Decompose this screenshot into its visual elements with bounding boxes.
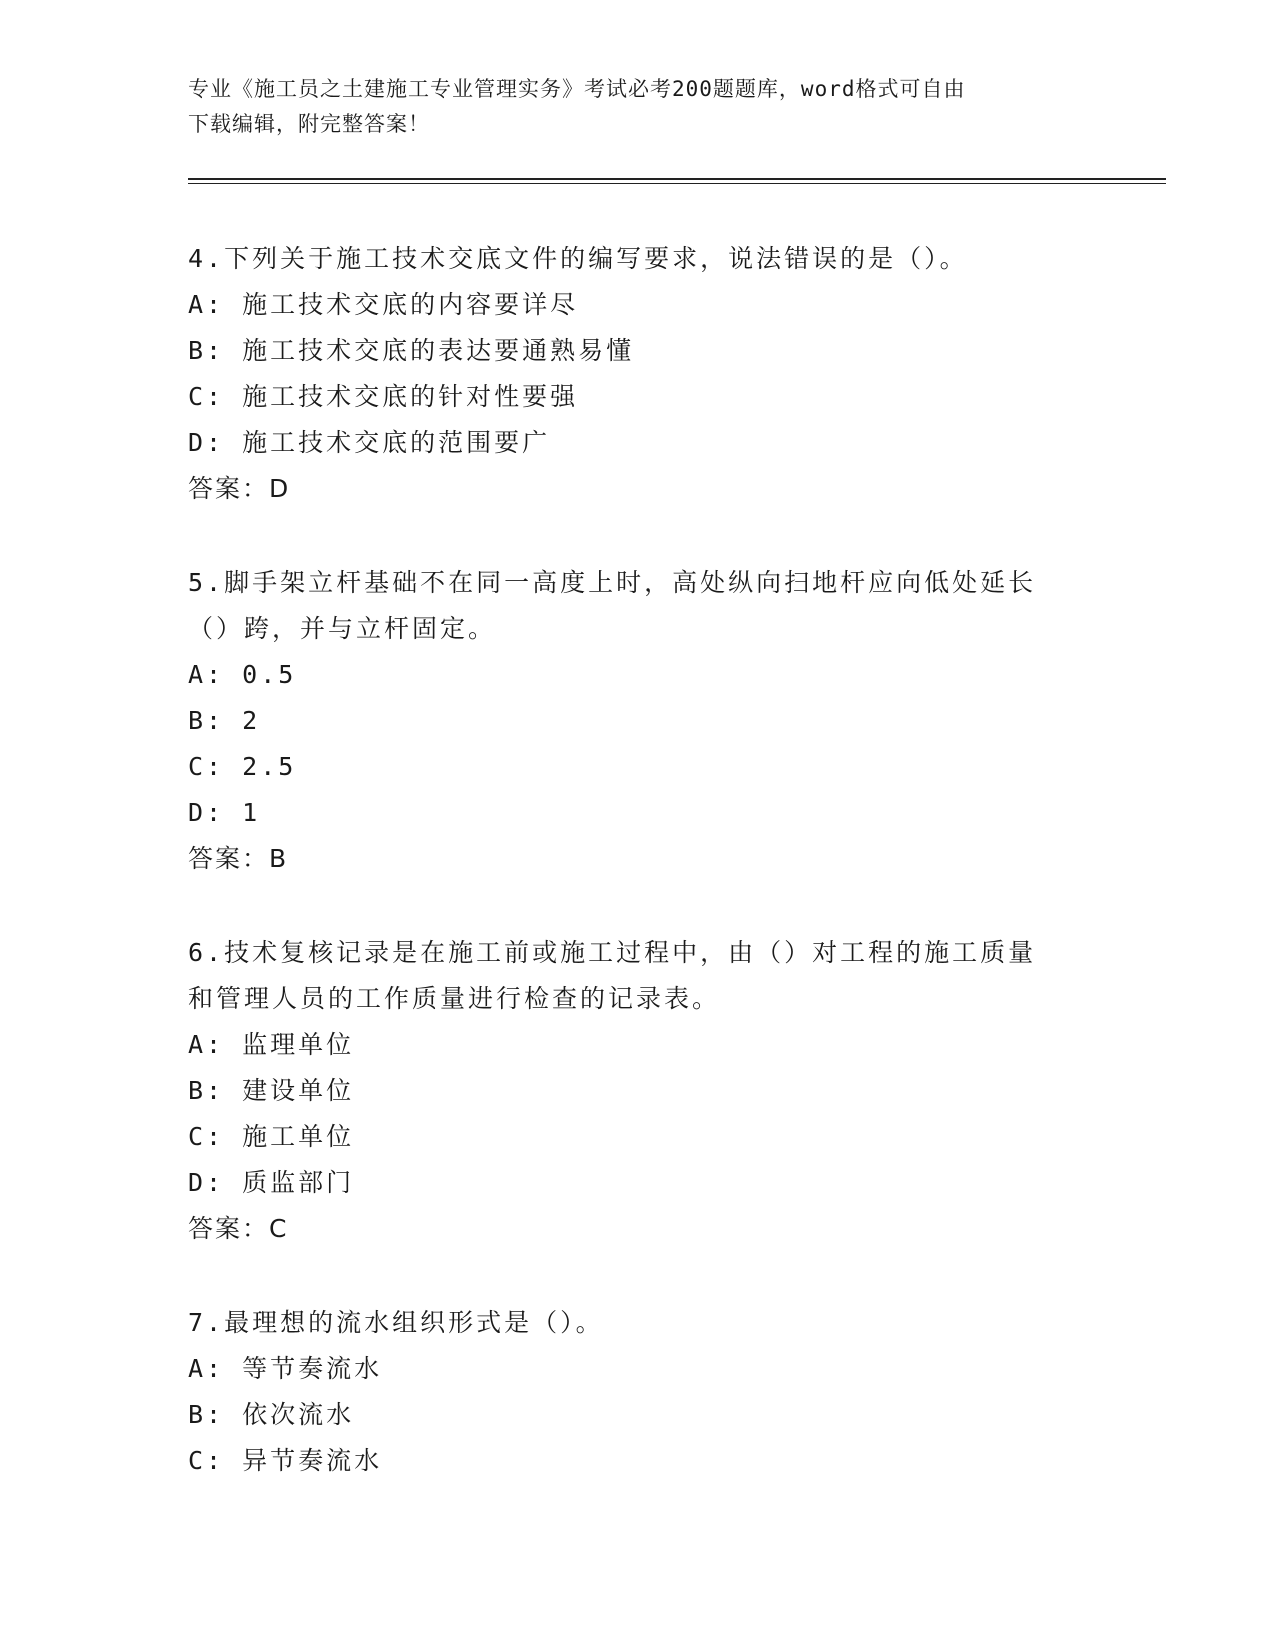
question-stem-line: 和管理人员的工作质量进行检查的记录表。 (188, 984, 721, 1013)
option-c: C: 异节奏流水 (188, 1446, 383, 1475)
answer: 答案：C (188, 1214, 289, 1243)
option-d: D: 1 (188, 798, 261, 827)
option-b: B: 施工技术交底的表达要通熟易懂 (188, 336, 635, 365)
option-c: C: 施工技术交底的针对性要强 (188, 382, 579, 411)
question-stem (188, 236, 1088, 282)
question-stem-line: （）跨，并与立杆固定。 (188, 614, 497, 643)
option-b: B: 建设单位 (188, 1076, 355, 1105)
question-stem (188, 560, 1088, 652)
option-b: B: 2 (188, 706, 261, 735)
option-a: A: 0.5 (188, 660, 297, 689)
question-stem-line: 4.下列关于施工技术交底文件的编写要求，说法错误的是（）。 (188, 244, 968, 273)
question-6 (188, 930, 1088, 1252)
option-c: C: 2.5 (188, 752, 297, 781)
document-header (188, 72, 1068, 142)
question-stem (188, 930, 1088, 1022)
option-a: A: 施工技术交底的内容要详尽 (188, 290, 579, 319)
option-b: B: 依次流水 (188, 1400, 355, 1429)
option-a: A: 等节奏流水 (188, 1354, 383, 1383)
question-4 (188, 236, 1088, 512)
answer: 答案：B (188, 844, 289, 873)
header-divider-thick (188, 178, 1166, 180)
option-a: A: 监理单位 (188, 1030, 355, 1059)
question-stem-line: 5.脚手架立杆基础不在同一高度上时，高处纵向扫地杆应向低处延长 (188, 568, 1037, 597)
question-5 (188, 560, 1088, 882)
option-d: D: 施工技术交底的范围要广 (188, 428, 551, 457)
question-stem-line: 6.技术复核记录是在施工前或施工过程中，由（）对工程的施工质量 (188, 938, 1037, 967)
answer: 答案：D (188, 474, 291, 503)
question-stem (188, 1300, 1088, 1346)
header-divider-thin (188, 183, 1166, 184)
question-stem-line: 7.最理想的流水组织形式是（）。 (188, 1308, 604, 1337)
question-7 (188, 1300, 1088, 1484)
question-list (188, 236, 1088, 1532)
option-c: C: 施工单位 (188, 1122, 355, 1151)
option-d: D: 质监部门 (188, 1168, 355, 1197)
header-line-1: 专业《施工员之土建施工专业管理实务》考试必考200题题库，word格式可自由 (188, 77, 966, 101)
header-line-2: 下载编辑，附完整答案！ (188, 112, 430, 136)
